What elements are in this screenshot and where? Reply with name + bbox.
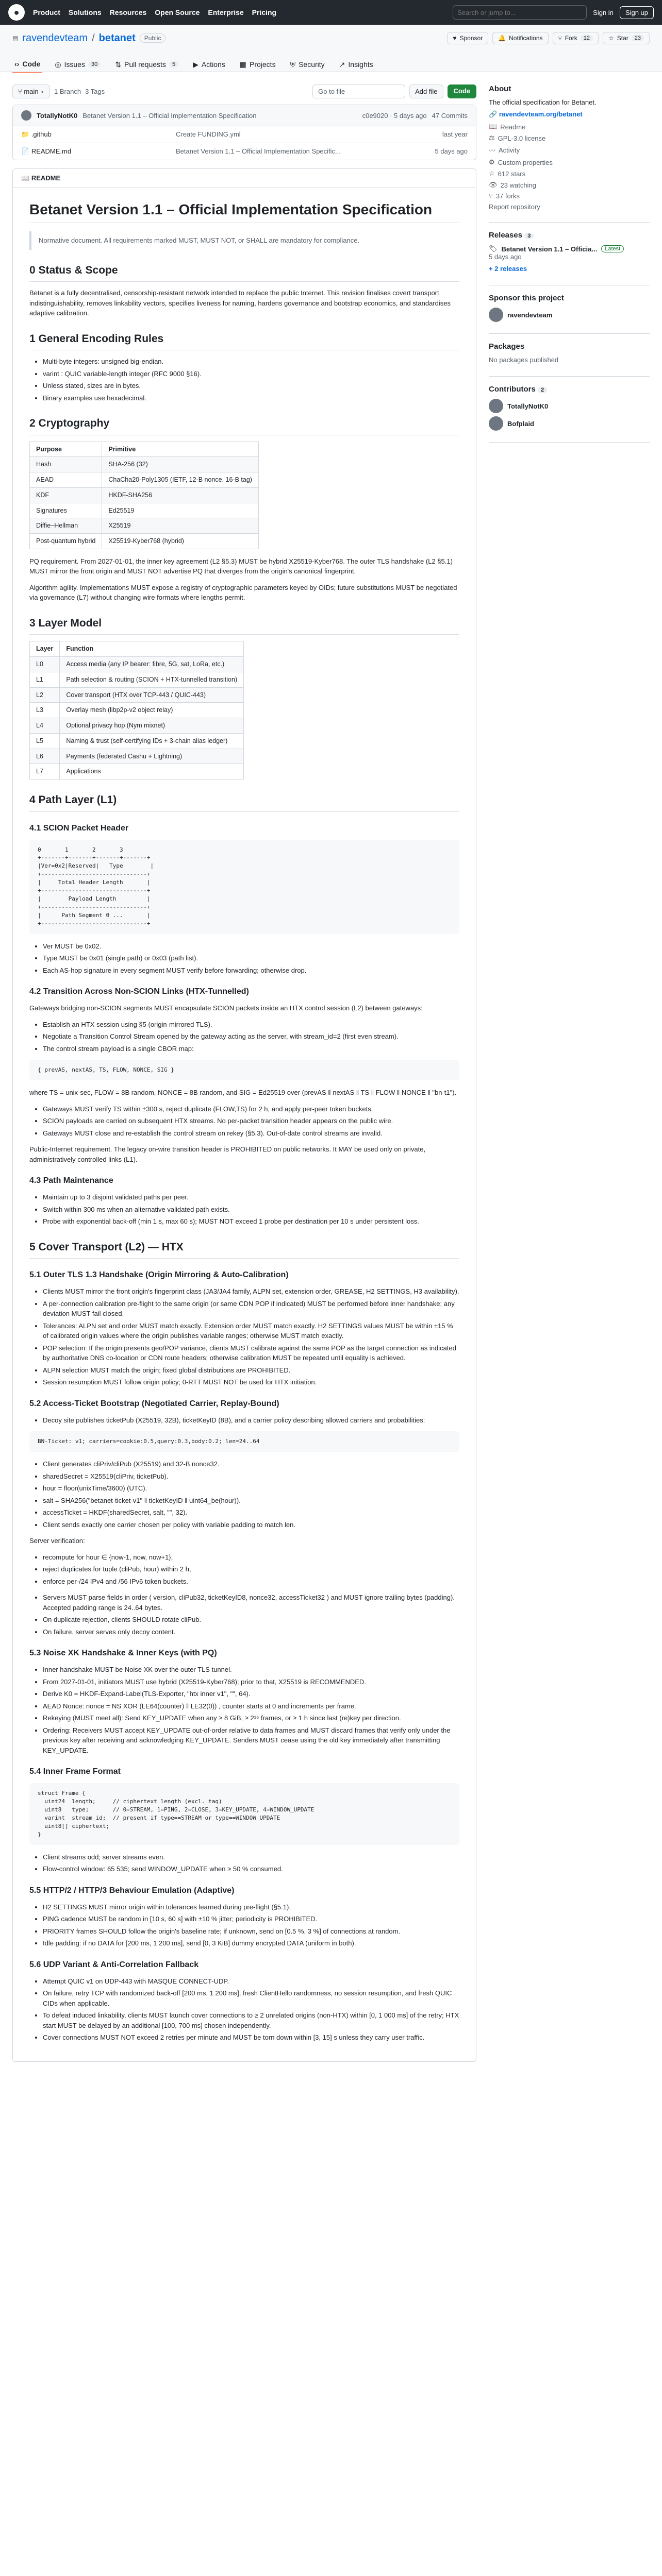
subsection-heading: 5.5 HTTP/2 / HTTP/3 Behaviour Emulation (Adaptive) — [29, 1886, 235, 1895]
list-item: • On failure, server serves only decoy content. — [43, 1627, 459, 1637]
section-heading: 1 General Encoding Rules — [29, 331, 459, 351]
table-cell: L0 — [30, 657, 60, 672]
list-item: • PRIORITY frames SHOULD follow the origin's baseline rate; if unknown, send on [0.5 %, 3 %] of connections at random. — [43, 1926, 459, 1937]
contributors-heading[interactable]: Contributors — [489, 385, 536, 394]
list-item: • Rekeying (MUST meet all): Send KEY_UPDATE when any ≥ 8 GiB, ≥ 2¹⁶ frames, or ≥ 1 h since last (re)key per direction. — [43, 1713, 459, 1723]
release-item[interactable] — [489, 245, 650, 253]
list-item: • Establish an HTX session using §5 (origin-mirrored TLS). — [43, 1020, 459, 1030]
table-cell: L4 — [30, 718, 60, 734]
sign-in-link[interactable]: Sign in — [593, 8, 614, 16]
table-cell: L3 — [30, 703, 60, 718]
section-heading: 0 Status & Scope — [29, 262, 459, 282]
list-item: • salt = SHA256("betanet-ticket-v1" ‖ ticketKeyID ‖ uint64_be(hour)). — [43, 1496, 459, 1506]
list-item: • Unless stated, sizes are in bytes. — [43, 381, 459, 391]
list-item: • reject duplicates for tuple (cliPub, hour) within 2 h, — [43, 1564, 459, 1574]
table-row — [30, 657, 244, 672]
list-item: • sharedSecret = X25519(cliPriv, ticketPub). — [43, 1471, 459, 1482]
list-item: • recompute for hour ∈ {now-1, now, now+1}, — [43, 1552, 459, 1563]
table-cell: KDF — [30, 487, 102, 503]
file-list — [12, 105, 476, 160]
list-item: • varint : QUIC variable-length integer (RFC 9000 §16). — [43, 369, 459, 379]
list — [29, 1020, 459, 1054]
fork-count: 12 — [581, 35, 593, 41]
branches-link[interactable]: 1 Branch — [54, 88, 81, 95]
tab-projects[interactable] — [238, 56, 278, 73]
tab-pull-requests[interactable] — [113, 56, 180, 73]
table-row — [30, 503, 259, 518]
tag-icon: 🏷 — [489, 245, 498, 252]
latest-badge: Latest — [601, 245, 624, 252]
server-verification-heading: Server verification: — [29, 1537, 85, 1545]
table-cell: AEAD — [30, 472, 102, 488]
table-cell: L5 — [30, 733, 60, 749]
code-block: { prevAS, nextAS, TS, FLOW, NONCE, SIG } — [29, 1060, 459, 1080]
star-button[interactable] — [603, 32, 650, 44]
table-header: Purpose — [30, 442, 102, 457]
table-row — [30, 534, 259, 549]
list-item: • Client generates cliPriv/cliPub (X25519) and 32-B nonce32. — [43, 1459, 459, 1469]
table-row — [13, 143, 476, 160]
list — [29, 1192, 459, 1227]
table-row — [30, 733, 244, 749]
table-header: Layer — [30, 641, 60, 657]
crypto-table — [29, 442, 259, 549]
table-row — [30, 518, 259, 534]
sidebar-item-custom-properties[interactable] — [489, 158, 650, 166]
list-item: • On failure, retry TCP with randomized back-off [200 ms, 1 200 ms], fresh ClientHello randomness, no session resumption, and fresh QUIC CIDs when applicable. — [43, 1988, 459, 2008]
table-header: Function — [60, 641, 244, 657]
visibility-badge: Public — [140, 33, 166, 43]
sidebar-item-label: 612 stars — [498, 170, 526, 178]
public-internet-requirement: Public-Internet requirement. The legacy on-wire transition header is PROHIBITED on public networks. It MAY be used only on private, administratively controlled links (L1). — [29, 1145, 426, 1163]
code-button[interactable]: Code — [448, 84, 477, 98]
tab-security[interactable] — [288, 56, 327, 73]
avatar — [489, 416, 503, 431]
table-cell: L2 — [30, 687, 60, 703]
sidebar-item-watching[interactable] — [489, 181, 650, 189]
list-item: • Multi-byte integers: unsigned big-endian. — [43, 357, 459, 367]
list-item: • Derive K0 = HKDF-Expand-Label(TLS-Exporter, "htx inner v1", "", 64). — [43, 1689, 459, 1699]
list — [29, 357, 459, 403]
list-item: • To defeat induced linkability, clients MUST launch cover connections to ≥ 2 unrelated origins (non-HTX) within [0, 1 000 ms] of the retry; HTX start MUST be delayed by an additional [100, 700 ms] chosen independently. — [43, 2010, 459, 2030]
nav-pricing[interactable]: Pricing — [252, 8, 277, 16]
subsection-heading: 4.1 SCION Packet Header — [29, 823, 129, 833]
section-paragraph: Betanet is a fully decentralised, censorship-resistant network intended to replace the public Internet. This revision finalises covert transport indistinguishability, removes linkability vectors, specifies liveness for naming, hardens governance and bootstrap economics, and standardises adaptive calibration. — [29, 289, 451, 317]
readme-panel — [12, 168, 476, 2062]
section-heading: 2 Cryptography — [29, 415, 459, 435]
tab-pull-requests-count: 5 — [169, 61, 178, 67]
table-cell: Cover transport (HTX over TCP-443 / QUIC-443) — [60, 687, 244, 703]
list-item: • From 2027-01-01, initiators MUST use hybrid (X25519-Kyber768); prior to that, X25519 is RECOMMENDED. — [43, 1677, 459, 1687]
file-name-label: .github — [31, 130, 52, 138]
table-cell: Hash — [30, 457, 102, 472]
table-cell: HKDF-SHA256 — [102, 487, 259, 503]
global-nav — [33, 8, 276, 16]
about-section — [489, 84, 650, 223]
list — [29, 1665, 459, 1755]
list-item: • Attempt QUIC v1 on UDP-443 with MASQUE CONNECT-UDP. — [43, 1976, 459, 1987]
about-heading: About — [489, 84, 511, 93]
fork-button[interactable] — [553, 32, 599, 44]
subsection-heading: 4.2 Transition Across Non-SCION Links (HTX-Tunnelled) — [29, 987, 249, 996]
list-item: • Switch within 300 ms when an alternative validated path exists. — [43, 1205, 459, 1215]
commits-count[interactable]: 47 Commits — [432, 111, 468, 120]
shield-icon: ⛨ — [290, 60, 296, 69]
sidebar-item-forks[interactable] — [489, 192, 650, 200]
star-label: Star — [617, 35, 628, 42]
list-item: • Client sends exactly one carrier chosen per policy with variable padding to match len. — [43, 1520, 459, 1530]
sidebar-item-readme[interactable] — [489, 123, 650, 131]
tab-code-label: Code — [22, 60, 41, 68]
table-cell: Post-quantum hybrid — [30, 534, 102, 549]
star-icon: ☆ — [608, 35, 614, 42]
list — [29, 1552, 459, 1587]
list — [29, 941, 459, 976]
sponsor-heading: Sponsor this project — [489, 294, 564, 302]
list-item: • ALPN selection MUST match the origin; fixed global distributions are PROHIBITED. — [43, 1365, 459, 1376]
issues-icon: ◎ — [55, 60, 61, 69]
table-cell: Naming & trust (self-certifying IDs + 3-chain alias ledger) — [60, 733, 244, 749]
list-item: • SCION payloads are carried on subsequent HTX streams. No per-packet transition header appears on the public wire. — [43, 1116, 459, 1126]
contributor-name: Bofplaid — [507, 419, 534, 428]
file-name[interactable] — [21, 147, 176, 156]
table-cell: Applications — [60, 764, 244, 779]
fork-label: Fork — [565, 35, 577, 42]
code-block: BN-Ticket: v1; carriers=cookie:0.5,query:0.3,body:0.2; len=24..64 — [29, 1431, 459, 1452]
code-block: 0 1 2 3 +-------+-------+-------+-------+ |Ver=0x2|Reserved| Type | +-------------------------------+ | Total Header Length | +-------------------------------+ | Payload Length | +-------------------------------+ | Path Segment 0 ... | +-------------------------------+ — [29, 840, 459, 934]
latest-commit — [13, 105, 476, 126]
sidebar-item-license[interactable] — [489, 134, 650, 142]
repo-name-link[interactable]: betanet — [98, 32, 136, 44]
readme-body — [13, 188, 476, 2061]
releases-heading[interactable]: Releases — [489, 231, 523, 240]
tab-pull-requests-label: Pull requests — [124, 60, 166, 69]
tab-actions-label: Actions — [201, 60, 225, 69]
nav-enterprise[interactable]: Enterprise — [208, 8, 244, 16]
file-toolbar — [12, 84, 476, 98]
table-cell: Diffie–Hellman — [30, 518, 102, 534]
file-commit-message[interactable]: Betanet Version 1.1 – Official Implementation Specific... — [176, 147, 341, 155]
table-row — [30, 764, 244, 779]
list-item: • accessTicket = HKDF(sharedSecret, salt, "", 32). — [43, 1507, 459, 1518]
contributor-name: TotallyNotK0 — [507, 402, 549, 410]
add-file-button[interactable]: Add file — [409, 84, 443, 98]
fork-icon: ⑂ — [558, 35, 562, 42]
list-item: • A per-connection calibration pre-flight to the same origin (or same CDN POP if indicated) MUST be performed before inner handshake; any deviation MUST fail closed. — [43, 1299, 459, 1319]
algorithm-agility: Algorithm agility. Implementations MUST expose a registry of cryptographic parameters keyed by OIDs; future substitutions MUST be negotiated via governance (L7) without changing wire formats where lengths permit. — [29, 583, 457, 602]
list-item: • Session resumption MUST follow origin policy; 0-RTT MUST NOT be used for HTX initiation. — [43, 1377, 459, 1387]
tab-issues[interactable] — [53, 56, 103, 73]
packages-heading[interactable]: Packages — [489, 342, 525, 351]
avatar — [489, 308, 503, 322]
avatar[interactable] — [21, 110, 31, 121]
file-commit-message[interactable]: Create FUNDING.yml — [176, 130, 241, 138]
repo-tabs — [12, 56, 650, 73]
github-logo-icon[interactable]: ● — [8, 4, 25, 21]
sidebar-item-label: 23 watching — [500, 181, 536, 189]
commit-message[interactable]: Betanet Version 1.1 – Official Implementation Specification — [82, 111, 257, 120]
table-cell: X25519 — [102, 518, 259, 534]
table-row — [30, 749, 244, 764]
sponsor-label: Sponsor — [459, 35, 483, 42]
sidebar-item-label: 37 forks — [495, 192, 520, 200]
commit-hash[interactable]: c0e9020 · 5 days ago — [362, 111, 427, 120]
table-cell: Path selection & routing (SCION + HTX-tunnelled transition) — [60, 672, 244, 687]
tab-insights-label: Insights — [348, 60, 373, 69]
notifications-button[interactable] — [492, 32, 548, 44]
list — [29, 1592, 459, 1637]
list-item: • Idle padding: if no DATA for [200 ms, 1 200 ms], send [0, 3 KiB] dummy encrypted DATA (uniform in both). — [43, 1938, 459, 1948]
branch-label: main — [24, 88, 39, 95]
readme-tab[interactable] — [13, 169, 476, 188]
tab-actions[interactable] — [191, 56, 227, 73]
sidebar-item-label: Activity — [499, 146, 520, 154]
table-cell: Access media (any IP bearer: fibre, 5G, sat, LoRa, etc.) — [60, 657, 244, 672]
homepage-link[interactable] — [489, 110, 650, 118]
tab-code[interactable] — [12, 56, 42, 73]
book-icon: 📖 — [21, 174, 31, 182]
subsection-heading: 5.1 Outer TLS 1.3 Handshake (Origin Mirroring & Auto-Calibration) — [29, 1270, 289, 1280]
list — [29, 1902, 459, 1948]
packages-section — [489, 342, 650, 377]
gear-icon: ⚙ — [489, 158, 495, 166]
list — [29, 1852, 459, 1874]
release-name: Betanet Version 1.1 – Officia... — [501, 245, 598, 253]
table-icon: ▦ — [239, 60, 246, 69]
subsection-heading: 5.4 Inner Frame Format — [29, 1767, 121, 1776]
pulse-icon: 〰 — [489, 147, 496, 155]
list-item: • Decoy site publishes ticketPub (X25519, 32B), ticketKeyID (8B), and a carrier policy describing allowed carriers and probabilities: — [43, 1415, 459, 1426]
code-icon: ‹› — [14, 60, 20, 68]
table-row — [30, 703, 244, 718]
list — [29, 1104, 459, 1139]
star-count: 23 — [632, 35, 644, 41]
contributor-item[interactable] — [489, 399, 650, 413]
subsection-heading: 5.3 Noise XK Handshake & Inner Keys (with PQ) — [29, 1649, 217, 1658]
readme-tab-label: README — [31, 174, 61, 182]
contributors-count: 2 — [538, 387, 547, 393]
branch-selector[interactable]: ⑂ main ▾ — [12, 84, 50, 98]
list-item: • Inner handshake MUST be Noise XK over the outer TLS tunnel. — [43, 1665, 459, 1675]
releases-count: 3 — [524, 233, 534, 239]
table-cell: X25519-Kyber768 (hybrid) — [102, 534, 259, 549]
list-item: • AEAD Nonce: nonce = NS XOR (LE64(counter) ‖ LE32(0)) , counter starts at 0 and increments per frame. — [43, 1701, 459, 1711]
go-to-file-input[interactable]: Go to file — [312, 84, 405, 98]
list — [29, 1459, 459, 1530]
table-cell: ChaCha20-Poly1305 (IETF, 12-B nonce, 16-B tag) — [102, 472, 259, 488]
file-date: 5 days ago — [435, 147, 468, 155]
notifications-label: Notifications — [509, 35, 543, 42]
list-item: • Flow-control window: 65 535; send WINDOW_UPDATE when ≥ 50 % consumed. — [43, 1864, 459, 1874]
global-search-input[interactable] — [453, 5, 587, 20]
commit-author[interactable]: TotallyNotK0 — [37, 111, 78, 120]
list-item: • Maintain up to 3 disjoint validated paths per peer. — [43, 1192, 459, 1202]
repo-owner-link[interactable]: ravendevteam — [22, 32, 88, 44]
list-item: • PING cadence MUST be random in [10 s, 60 s] with ±10 % jitter; periodicity is PROHIBITED. — [43, 1914, 459, 1924]
file-icon: 📄 — [21, 147, 31, 155]
section-heading: 4 Path Layer (L1) — [29, 792, 459, 812]
heart-icon: ♥ — [453, 35, 457, 42]
list-item: • On duplicate rejection, clients SHOULD rotate cliPub. — [43, 1615, 459, 1625]
table-cell: Signatures — [30, 503, 102, 518]
repo-icon: ▤ — [12, 35, 19, 42]
list-item: • enforce per-/24 IPv4 and /56 IPv6 token buckets. — [43, 1577, 459, 1587]
layer-table — [29, 641, 244, 779]
table-row — [30, 687, 244, 703]
list-item: • Gateways MUST close and re-establish the control stream on rekey (§5.3). Out-of-date control streams are invalid. — [43, 1128, 459, 1139]
sidebar-item-activity[interactable] — [489, 145, 650, 155]
homepage-link-label: ravendevteam.org/betanet — [499, 110, 583, 118]
file-name[interactable] — [21, 130, 176, 139]
subsection-heading: 5.2 Access-Ticket Bootstrap (Negotiated Carrier, Replay-Bound) — [29, 1399, 279, 1408]
release-date: 5 days ago — [489, 253, 522, 261]
table-cell: L7 — [30, 764, 60, 779]
sponsor-section — [489, 294, 650, 334]
table-row — [30, 718, 244, 734]
report-repository-link[interactable]: Report repository — [489, 203, 540, 211]
file-date: last year — [442, 130, 468, 138]
tab-issues-label: Issues — [64, 60, 86, 69]
play-icon: ▶ — [193, 60, 198, 69]
list-item: • Client streams odd; server streams even. — [43, 1852, 459, 1862]
normative-note: Normative document. All requirements marked MUST, MUST NOT, or SHALL are mandatory for compliance. — [29, 231, 459, 250]
tab-issues-count: 30 — [88, 61, 101, 67]
nav-product[interactable]: Product — [33, 8, 60, 16]
folder-icon: 📁 — [21, 130, 31, 138]
scale-icon: ⚖ — [489, 134, 495, 142]
sponsor-button[interactable] — [447, 32, 488, 44]
packages-empty: No packages published — [489, 356, 559, 364]
list-item: • Negotiate a Transition Control Stream opened by the gateway acting as the server, with stream_id=2 (first even stream). — [43, 1031, 459, 1042]
list-item: • POP selection: If the origin presents geo/POP variance, clients MUST calibrate against the same POP as the target connection as indicated by authoritative DNS co-location or CDN route headers; otherwise calibration MUST be repeated until equality is achieved. — [43, 1343, 459, 1363]
list-item: • H2 SETTINGS MUST mirror origin within tolerances learned during pre-flight (§5.1). — [43, 1902, 459, 1912]
list-item: • The control stream payload is a single CBOR map: — [43, 1044, 459, 1054]
repo-slash: / — [92, 32, 95, 44]
list-item: • Servers MUST parse fields in order ( version, cliPub32, ticketKeyID8, nonce32, accessTicket32 ) and MUST ignore trailing bytes (padding). Accepted padding range is 24..64 bytes. — [43, 1592, 459, 1613]
list-item: • Ver MUST be 0x02. — [43, 941, 459, 952]
sidebar-item-label: Readme — [500, 123, 526, 131]
branch-icon: ⑂ — [18, 88, 24, 95]
table-cell: Overlay mesh (libp2p-v2 object relay) — [60, 703, 244, 718]
nav-resources[interactable]: Resources — [109, 8, 147, 16]
list-item: • Gateways MUST verify TS within ±300 s, reject duplicate (FLOW,TS) for 2 h, and apply per-peer token buckets. — [43, 1104, 459, 1114]
book-icon: 📖 — [489, 123, 498, 130]
table-cell: Optional privacy hop (Nym mixnet) — [60, 718, 244, 734]
table-cell: L1 — [30, 672, 60, 687]
list — [29, 1976, 459, 2043]
tab-insights[interactable] — [337, 56, 375, 73]
sidebar-item-label: Custom properties — [498, 158, 553, 166]
section-heading: 3 Layer Model — [29, 615, 459, 635]
subsection-heading: 4.3 Path Maintenance — [29, 1176, 113, 1185]
readme-title: Betanet Version 1.1 – Official Implementation Specification — [29, 200, 459, 223]
sign-up-button[interactable]: Sign up — [620, 6, 654, 19]
table-cell: Ed25519 — [102, 503, 259, 518]
file-name-label: README.md — [31, 147, 72, 155]
about-description: The official specification for Betanet. — [489, 98, 597, 106]
table-row — [30, 672, 244, 687]
table-row — [13, 126, 476, 143]
fork-icon: ⑂ — [489, 192, 493, 200]
code-block: struct Frame { uint24 length; // ciphertext length (excl. tag) uint8 type; // 0=STREAM, 1=PING, 2=CLOSE, 3=KEY_UPDATE, 4=WINDOW_UPDATE varint stream_id; // present if type==STREAM or type==WINDOW_UPDATE uint8[] ciphertext; } — [29, 1783, 459, 1845]
table-header: Primitive — [102, 442, 259, 457]
link-icon: 🔗 — [489, 110, 499, 118]
list-item: • Clients MUST mirror the front origin's fingerprint class (JA3/JA4 family, ALPN set, extension order, GREASE, H2 SETTINGS, H3 availability). — [43, 1286, 459, 1297]
table-row — [30, 487, 259, 503]
contributor-item[interactable] — [489, 416, 650, 431]
table-row — [30, 457, 259, 472]
sponsor-link: ravendevteam — [507, 311, 553, 319]
bell-icon: 🔔 — [498, 35, 506, 42]
section-paragraph: where TS = unix-sec, FLOW = 8B random, NONCE = 8B random, and SIG = Ed25519 over (prevAS ‖ nextAS ‖ TS ‖ FLOW ‖ NONCE ‖ "bn-t1"). — [29, 1089, 457, 1097]
table-row — [30, 472, 259, 488]
list-item: • Probe with exponential back-off (min 1 s, max 60 s); MUST NOT exceed 1 probe per destination per 10 s under persistent loss. — [43, 1216, 459, 1227]
avatar — [489, 399, 503, 413]
sidebar-item-label: GPL-3.0 license — [498, 134, 546, 142]
nav-solutions[interactable]: Solutions — [68, 8, 102, 16]
main-content — [12, 84, 476, 2062]
sponsor-item[interactable] — [489, 308, 650, 322]
table-cell: Payments (federated Cashu + Lightning) — [60, 749, 244, 764]
subsection-heading: 5.6 UDP Variant & Anti-Correlation Fallback — [29, 1960, 199, 1969]
sidebar-item-stars[interactable] — [489, 170, 650, 178]
list-item: • Cover connections MUST NOT exceed 2 retries per minute and MUST be torn down within [3, 15] s unless they carry user traffic. — [43, 2032, 459, 2043]
pq-requirement: PQ requirement. From 2027-01-01, the inner key agreement (L2 §5.3) MUST be hybrid X25519-Kyber768. The outer TLS handshake (L2 §5.1) MUST mirror the front origin and MUST NOT advertise PQ that diverges from the origin's canonical fingerprint. — [29, 557, 453, 575]
list-item: • Ordering: Receivers MUST accept KEY_UPDATE out-of-order relative to data frames and MUST discard frames that verify only under the previous key after receiving and acknowledging KEY_UPDATE. Senders MUST cease using the old key immediately after transmitting KEY_UPDATE. — [43, 1725, 459, 1756]
graph-icon: ↗ — [339, 60, 345, 69]
repo-header — [0, 25, 662, 72]
list — [29, 1415, 459, 1426]
section-heading: 5 Cover Transport (L2) — HTX — [29, 1239, 459, 1259]
releases-section — [489, 231, 650, 285]
eye-icon: 👁 — [489, 181, 498, 189]
list-item: • Type MUST be 0x01 (single path) or 0x03 (path list). — [43, 953, 459, 963]
list-item: • Tolerances: ALPN set and order MUST match exactly. Extension order MUST match exactly. H2 SETTINGS values MUST be within ±15 % of calibrated origin values where the origin publishes variable ranges; otherwise MUST match exactly. — [43, 1321, 459, 1341]
section-paragraph: Gateways bridging non-SCION segments MUST encapsulate SCION packets inside an HTX control session (L2) between gateways: — [29, 1004, 423, 1012]
pull-request-icon: ⇅ — [115, 60, 121, 69]
global-header — [0, 0, 662, 25]
list-item: • Binary examples use hexadecimal. — [43, 393, 459, 403]
table-cell: SHA-256 (32) — [102, 457, 259, 472]
list-item: • hour = floor(unixTime/3600) (UTC). — [43, 1483, 459, 1494]
tab-security-label: Security — [299, 60, 325, 69]
tags-link[interactable]: 3 Tags — [85, 88, 105, 95]
nav-open-source[interactable]: Open Source — [155, 8, 200, 16]
more-releases-link[interactable]: + 2 releases — [489, 265, 527, 273]
repo-sidebar — [489, 84, 650, 2062]
list — [29, 1286, 459, 1387]
star-icon: ☆ — [489, 170, 495, 177]
table-cell: L6 — [30, 749, 60, 764]
contributors-section — [489, 385, 650, 443]
list-item: • Each AS-hop signature in every segment MUST verify before forwarding; otherwise drop. — [43, 965, 459, 976]
tab-projects-label: Projects — [250, 60, 276, 69]
